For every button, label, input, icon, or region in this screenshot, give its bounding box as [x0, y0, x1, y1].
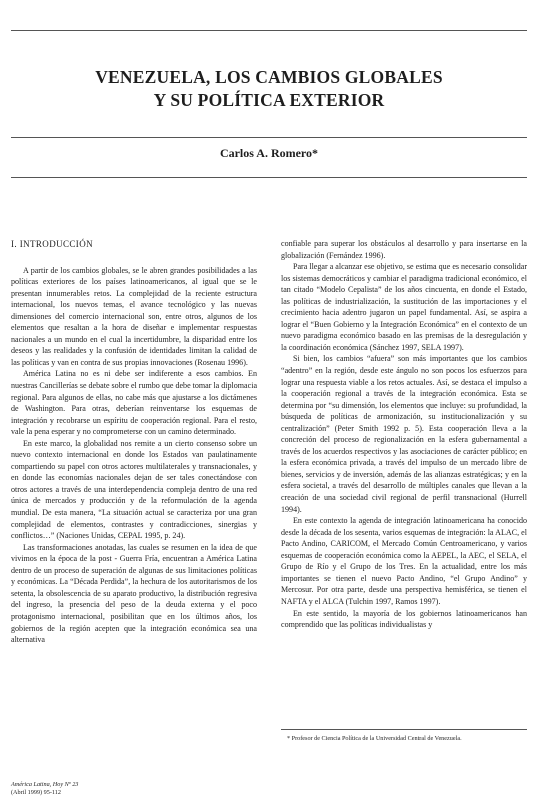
title-line-1: VENEZUELA, LOS CAMBIOS GLOBALES [0, 66, 538, 89]
title-rule [11, 137, 527, 138]
paragraph: Para llegar a alcanzar ese objetivo, se estima que es necesario consolidar los sistemas democráticos y cambiar el paradigma tradicional económico, el tan citado “Modelo Cepalista” de los años cincuenta, en donde el Estado, las políticas de industrialización, la sustitución de las importaciones y el crecimiento hacia adentro jugaron un papel fundamental. Así, se aspira a lograr el “Buen Gobierno y la Integración Económica” en el contexto de un nuevo paradigma económico basado en las premisas de la desregulación y la coordinación económica (Sánchez 1997, SELA 1997). [281, 261, 527, 353]
paragraph: En este marco, la globalidad nos remite a un cierto consenso sobre un nuevo contexto internacional en donde los Estados van paulatinamente compartiendo su papel con otros actores multilaterales y transnacionales, y en donde las economías nacionales dejan de ser tales conectándose con otros actores a través de una interdependencia compleja dentro de una red única de mercados y producción y de la reformulación de la agenda mundial. De esta manera, “La situación actual se caracteriza por una gran complejidad de elementos, contrastes y contradicciones, sinergias y conflictos…” (Naciones Unidas, CEPAL 1995, p. 24). [11, 438, 257, 542]
footnote-text: * Profesor de Ciencia Política de la Universidad Central de Venezuela. [281, 735, 527, 743]
paragraph: En este contexto la agenda de integración latinoamericana ha conocido desde la década de los sesenta, varios esquemas de integración: la ALAC, el Pacto Andino, CARICOM, el Mercado Común Centroamericano, y varios esquemas de cooperación económica como la AEPEL, la AEC, el SELA, el Grupo de Río y el Grupo de los Tres. En la actualidad, entre los más importantes se tienen el nuevo Pacto Andino, “el Grupo Andino” y Mercosur. Por otra parte, desde una perspectiva hemisférica, se tienen el NAFTA y el ALCA (Tulchin 1997, Ramos 1997). [281, 515, 527, 607]
article-title [0, 66, 538, 112]
section-heading: I. INTRODUCCIÓN [11, 238, 257, 251]
author-name: Carlos A. Romero* [0, 146, 538, 161]
paragraph: confiable para superar los obstáculos al desarrollo y para insertarse en la globalización (Fernández 1996). [281, 238, 527, 261]
journal-citation [11, 781, 78, 796]
paragraph: En este sentido, la mayoría de los gobiernos latinoamericanos han comprendido que las políticas individualistas y [281, 608, 527, 631]
title-line-2: Y SU POLÍTICA EXTERIOR [0, 89, 538, 112]
paragraph: Si bien, los cambios “afuera” son más importantes que los cambios “adentro” en la región, desde este ángulo no son pocos los esfuerzos para lograr una respuesta viable a los retos actuales. Así, se destaca el impulso a la cooperación regional a través de la integración económica. Esta se determina por “su dimensión, los elementos que incluye: su profundidad, la búsqueda de políticas de armonización, su institucionalización y su centralización” (Peter Smith 1992 p. 5). Esta cooperación lleva a la concreción del proceso de regionalización en la esfera gubernamental a través de los acuerdos respectivos y las asociaciones de carácter público; en la esfera económica privada, a través del impulso de un mercado libre de bienes, servicios y de inversión, además de las alianzas estratégicas; y en la esfera societal, a través del desarrollo de múltiples canales que llevan a la creación de una sociedad civil regional de perfil transnacional (Hurrell 1994). [281, 353, 527, 515]
right-column [281, 238, 527, 631]
paragraph: A partir de los cambios globales, se le abren grandes posibilidades a las políticas exteriores de los países latinoamericanos, al igual que se le presentan innumerables retos. La complejidad de la reciente estructura internacional, los nuevos temas, el avance tecnológico y las nuevas dimensiones del comercio internacional son, entre otros, algunos de los elementos que resaltan a la hora de diseñar e implementar respuestas nacionales a un mundo en el cual la incertidumbre, la disparidad entre los deseos y las realidades y la confusión de identidades limitan la calidad de las políticas y van en contra de sus propias innovaciones (Rosenau 1996). [11, 265, 257, 369]
top-rule [11, 30, 527, 31]
paragraph: Las transformaciones anotadas, las cuales se resumen en la idea de que vivimos en la época de la post - Guerra Fría, encuentran a América Latina dentro de un proceso de superación de algunas de sus limitaciones políticas y económicas. La “Década Perdida”, la hechura de los autoritarismos de los setenta, la obsolescencia de su aparato productivo, la distribución regresiva del ingreso, la presencia del peso de la deuda externa y el poco protagonismo internacional, posibilitan que en los últimos años, los gobiernos de la región acepten que la integración económica sea una alternativa [11, 542, 257, 646]
left-column [11, 238, 257, 646]
journal-name: América Latina, Hoy Nº 23 [11, 781, 78, 789]
journal-issue: (Abril 1999) 95-112 [11, 789, 78, 796]
author-rule [11, 177, 527, 178]
footnote [281, 729, 527, 743]
paragraph: América Latina no es ni debe ser indiferente a esos cambios. En nuestras Cancillerías se debate sobre el rumbo que debe tomar la diplomacia regional. Para algunos de ellas, no cabe más que ajustarse a los dictámenes de Washington. Para otras, deberían reinventarse los esquemas de integración y recobrarse un espíritu de cooperación regional. Para el resto, vale la pena esperar y no comprometerse con un camino determinado. [11, 368, 257, 437]
